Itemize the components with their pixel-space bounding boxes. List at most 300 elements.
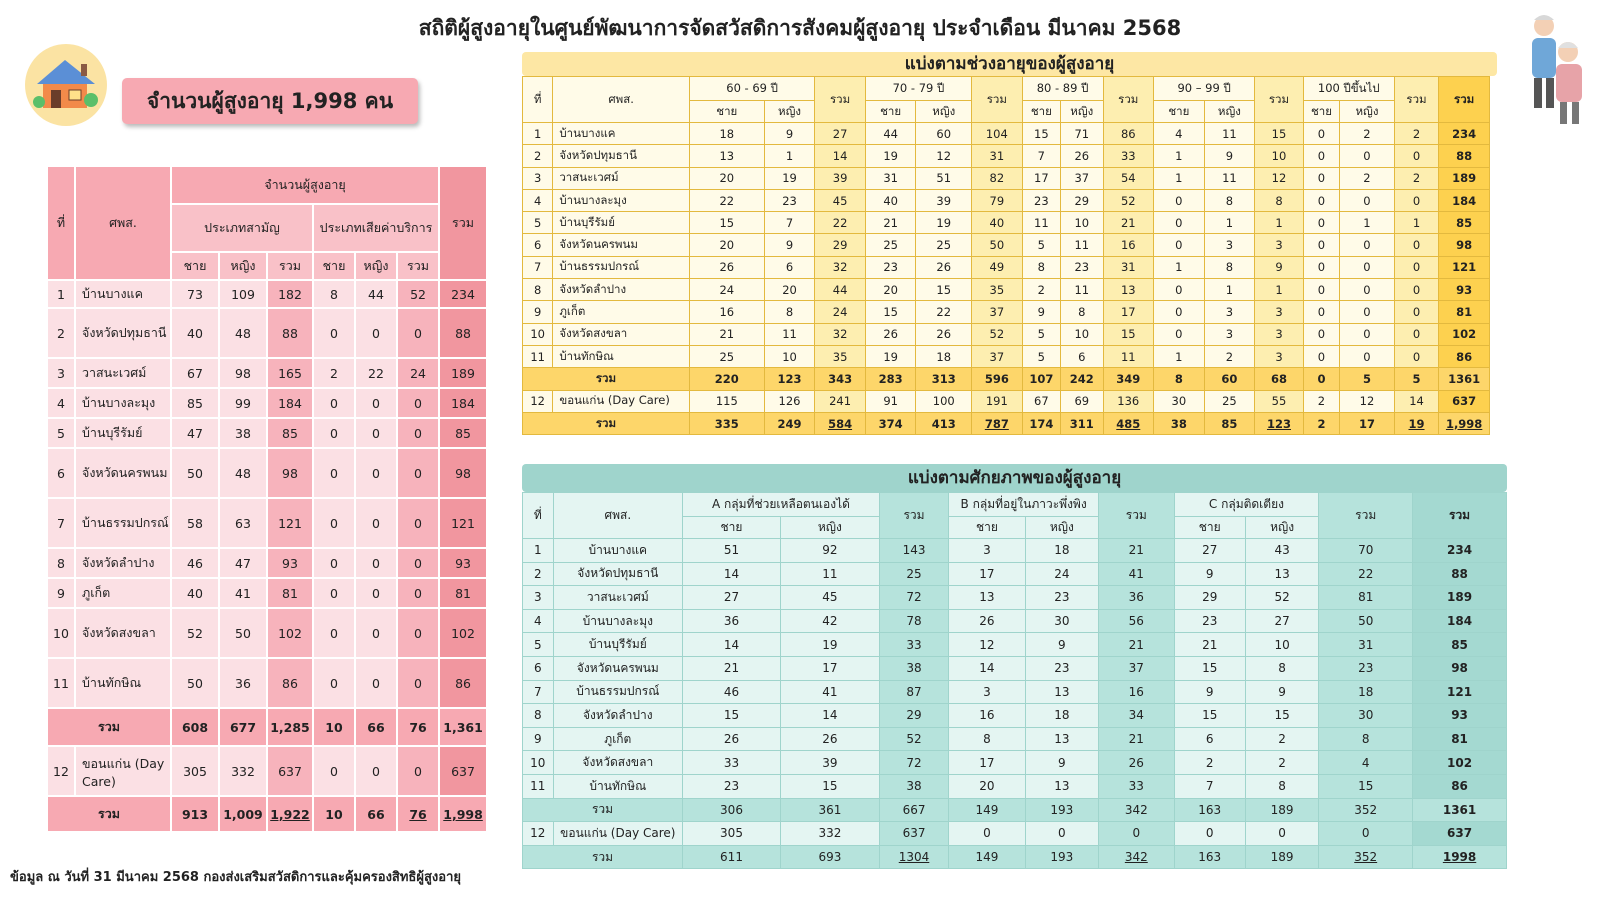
value-cell: 234	[439, 280, 487, 308]
value-cell: 43	[1245, 539, 1318, 563]
center-name: บ้านธรรมปกรณ์	[553, 256, 690, 278]
row-number: 4	[523, 189, 553, 211]
value-cell: 30	[1025, 609, 1098, 633]
value-cell: 342	[1099, 798, 1174, 822]
center-name: บ้านบางละมุง	[553, 609, 682, 633]
column-header-female: หญิง	[1204, 101, 1255, 123]
value-cell: 0	[1025, 822, 1098, 846]
table-row	[523, 656, 1507, 680]
value-cell: 76	[397, 796, 439, 832]
center-name: บ้านธรรมปกรณ์	[75, 498, 171, 548]
value-cell: 29	[1174, 586, 1245, 610]
value-cell: 9	[1255, 256, 1304, 278]
value-cell: 0	[355, 548, 397, 578]
value-cell: 0	[313, 658, 355, 708]
value-cell: 91	[865, 390, 916, 412]
value-cell: 0	[313, 746, 355, 796]
value-cell: 20	[689, 167, 764, 189]
value-cell: 36	[219, 658, 267, 708]
value-cell: 11	[764, 323, 815, 345]
column-group-header: 80 - 89 ปี	[1022, 77, 1103, 101]
value-cell: 11	[1204, 123, 1255, 145]
value-cell: 98	[219, 358, 267, 388]
value-cell: 0	[355, 578, 397, 608]
value-cell: 14	[780, 704, 879, 728]
value-cell: 22	[355, 358, 397, 388]
value-cell: 0	[1303, 189, 1339, 211]
table-row	[47, 388, 487, 418]
value-cell: 193	[1025, 798, 1098, 822]
value-cell: 3	[949, 680, 1025, 704]
total-row	[523, 798, 1507, 822]
value-cell: 182	[267, 280, 313, 308]
value-cell: 342	[1099, 845, 1174, 869]
value-cell: 17	[949, 562, 1025, 586]
value-cell: 11	[1022, 212, 1060, 234]
value-cell: 33	[1099, 774, 1174, 798]
value-cell: 9	[1204, 145, 1255, 167]
value-cell: 0	[1303, 323, 1339, 345]
value-cell: 60	[1204, 368, 1255, 390]
value-cell: 352	[1319, 845, 1413, 869]
center-name: บ้านบางแค	[553, 539, 682, 563]
value-cell: 30	[1319, 704, 1413, 728]
value-cell: 313	[916, 368, 972, 390]
value-cell: 8	[1245, 656, 1318, 680]
value-cell: 193	[1025, 845, 1098, 869]
total-row	[523, 412, 1490, 434]
value-cell: 15	[1319, 774, 1413, 798]
table-row	[523, 586, 1507, 610]
value-cell: 18	[689, 123, 764, 145]
value-cell: 52	[879, 727, 948, 751]
value-cell: 6	[764, 256, 815, 278]
value-cell: 76	[397, 708, 439, 746]
center-name: จังหวัดลำปาง	[553, 279, 690, 301]
value-cell: 104	[972, 123, 1023, 145]
value-cell: 584	[815, 412, 866, 434]
row-number: 7	[523, 256, 553, 278]
value-cell: 11	[780, 562, 879, 586]
value-cell: 0	[397, 418, 439, 448]
value-cell: 13	[1025, 774, 1098, 798]
value-cell: 31	[1103, 256, 1154, 278]
center-name: บ้านทักษิณ	[553, 774, 682, 798]
center-name: บ้านบางละมุง	[75, 388, 171, 418]
table-row	[47, 448, 487, 498]
value-cell: 26	[949, 609, 1025, 633]
row-number: 3	[47, 358, 75, 388]
row-number: 1	[523, 123, 553, 145]
value-cell: 283	[865, 368, 916, 390]
value-cell: 50	[219, 608, 267, 658]
total-cell: 88	[1413, 562, 1507, 586]
column-header-sum: รวม	[1255, 77, 1304, 123]
value-cell: 6	[1174, 727, 1245, 751]
value-cell: 27	[1245, 609, 1318, 633]
value-cell: 50	[1319, 609, 1413, 633]
value-cell: 52	[171, 608, 219, 658]
column-header-no: ที่	[47, 166, 75, 280]
value-cell: 40	[972, 212, 1023, 234]
value-cell: 2	[1022, 279, 1060, 301]
value-cell: 35	[972, 279, 1023, 301]
column-group-header: C กลุ่มติดเตียง	[1174, 493, 1319, 517]
column-header-male: ชาย	[865, 101, 916, 123]
value-cell: 81	[439, 578, 487, 608]
table-row	[47, 658, 487, 708]
value-cell: 107	[1022, 368, 1060, 390]
total-cell: 234	[1413, 539, 1507, 563]
column-header-female: หญิง	[1025, 517, 1098, 539]
column-header-female: หญิง	[219, 252, 267, 280]
center-name: จังหวัดลำปาง	[553, 704, 682, 728]
total-cell: 86	[1413, 774, 1507, 798]
center-name: ภูเก็ต	[553, 727, 682, 751]
value-cell: 37	[972, 345, 1023, 367]
value-cell: 0	[1303, 123, 1339, 145]
value-cell: 332	[780, 822, 879, 846]
value-cell: 0	[1394, 189, 1439, 211]
value-cell: 1	[764, 145, 815, 167]
value-cell: 1	[1204, 212, 1255, 234]
value-cell: 14	[683, 562, 781, 586]
value-cell: 51	[916, 167, 972, 189]
value-cell: 21	[1103, 212, 1154, 234]
value-cell: 67	[1022, 390, 1060, 412]
value-cell: 102	[439, 608, 487, 658]
value-cell: 0	[1340, 301, 1395, 323]
value-cell: 0	[1174, 822, 1245, 846]
value-cell: 0	[355, 608, 397, 658]
value-cell: 17	[1103, 301, 1154, 323]
value-cell: 21	[1099, 633, 1174, 657]
value-cell: 349	[1103, 368, 1154, 390]
value-cell: 12	[1340, 390, 1395, 412]
value-cell: 0	[355, 418, 397, 448]
value-cell: 0	[1154, 234, 1205, 256]
value-cell: 0	[313, 308, 355, 358]
value-cell: 0	[355, 746, 397, 796]
value-cell: 0	[355, 388, 397, 418]
page-title: สถิติผู้สูงอายุในศูนย์พัฒนาการจัดสวัสดิการสังคมผู้สูงอายุ ประจำเดือน มีนาคม 2568	[418, 16, 1182, 40]
value-cell: 31	[1319, 633, 1413, 657]
row-number: 7	[47, 498, 75, 548]
elderly-type-table	[46, 165, 488, 833]
value-cell: 13	[1103, 279, 1154, 301]
value-cell: 22	[815, 212, 866, 234]
total-cell: 88	[1439, 145, 1490, 167]
value-cell: 52	[397, 280, 439, 308]
value-cell: 16	[1099, 680, 1174, 704]
row-number: 7	[523, 680, 554, 704]
value-cell: 9	[764, 234, 815, 256]
value-cell: 52	[1245, 586, 1318, 610]
value-cell: 38	[879, 774, 948, 798]
value-cell: 17	[780, 656, 879, 680]
row-number: 2	[47, 308, 75, 358]
value-cell: 0	[949, 822, 1025, 846]
value-cell: 667	[879, 798, 948, 822]
row-number: 1	[47, 280, 75, 308]
value-cell: 39	[815, 167, 866, 189]
value-cell: 29	[1061, 189, 1103, 211]
value-cell: 677	[219, 708, 267, 746]
value-cell: 9	[1174, 562, 1245, 586]
value-cell: 17	[1022, 167, 1060, 189]
value-cell: 0	[1394, 234, 1439, 256]
age-range-table	[522, 76, 1490, 435]
value-cell: 149	[949, 798, 1025, 822]
total-cell: 184	[1413, 609, 1507, 633]
row-number: 6	[523, 234, 553, 256]
value-cell: 37	[1061, 167, 1103, 189]
value-cell: 88	[267, 308, 313, 358]
value-cell: 189	[1245, 798, 1318, 822]
value-cell: 0	[1340, 323, 1395, 345]
value-cell: 22	[689, 189, 764, 211]
value-cell: 0	[1340, 234, 1395, 256]
value-cell: 10	[1061, 323, 1103, 345]
value-cell: 7	[764, 212, 815, 234]
value-cell: 0	[1154, 189, 1205, 211]
value-cell: 7	[1022, 145, 1060, 167]
total-cell: 98	[1413, 656, 1507, 680]
total-cell: 81	[1413, 727, 1507, 751]
value-cell: 787	[972, 412, 1023, 434]
center-name: บ้านบางละมุง	[553, 189, 690, 211]
column-group-paid: ประเภทเสียค่าบริการ	[313, 204, 439, 252]
value-cell: 8	[949, 727, 1025, 751]
value-cell: 2	[1394, 123, 1439, 145]
center-name: จังหวัดปทุมธานี	[75, 308, 171, 358]
total-cell: 93	[1439, 279, 1490, 301]
value-cell: 8	[1319, 727, 1413, 751]
value-cell: 0	[397, 388, 439, 418]
row-label: รวม	[523, 798, 683, 822]
row-label: รวม	[47, 796, 171, 832]
value-cell: 3	[1255, 301, 1304, 323]
value-cell: 0	[1303, 301, 1339, 323]
value-cell: 33	[879, 633, 948, 657]
value-cell: 46	[683, 680, 781, 704]
value-cell: 15	[689, 212, 764, 234]
value-cell: 17	[949, 751, 1025, 775]
value-cell: 0	[1303, 234, 1339, 256]
value-cell: 0	[1394, 145, 1439, 167]
value-cell: 40	[171, 308, 219, 358]
value-cell: 126	[764, 390, 815, 412]
value-cell: 66	[355, 708, 397, 746]
table-row	[47, 578, 487, 608]
table-row	[523, 279, 1490, 301]
value-cell: 2	[1204, 345, 1255, 367]
value-cell: 184	[439, 388, 487, 418]
value-cell: 23	[1025, 656, 1098, 680]
value-cell: 42	[780, 609, 879, 633]
value-cell: 26	[916, 323, 972, 345]
value-cell: 10	[764, 345, 815, 367]
row-number: 9	[47, 578, 75, 608]
value-cell: 149	[949, 845, 1025, 869]
value-cell: 45	[815, 189, 866, 211]
column-header-sum: รวม	[1319, 493, 1413, 539]
value-cell: 14	[683, 633, 781, 657]
value-cell: 20	[865, 279, 916, 301]
table-row	[523, 562, 1507, 586]
value-cell: 39	[780, 751, 879, 775]
table-row	[523, 680, 1507, 704]
center-name: จังหวัดลำปาง	[75, 548, 171, 578]
value-cell: 47	[219, 548, 267, 578]
value-cell: 596	[972, 368, 1023, 390]
row-number: 4	[47, 388, 75, 418]
value-cell: 93	[267, 548, 313, 578]
value-cell: 8	[1204, 256, 1255, 278]
value-cell: 1304	[879, 845, 948, 869]
table-row	[47, 280, 487, 308]
value-cell: 44	[815, 279, 866, 301]
value-cell: 23	[1174, 609, 1245, 633]
center-name: จังหวัดนครพนม	[553, 234, 690, 256]
value-cell: 37	[1099, 656, 1174, 680]
table-row	[47, 608, 487, 658]
table-row	[523, 123, 1490, 145]
row-number: 1	[523, 539, 554, 563]
value-cell: 12	[916, 145, 972, 167]
value-cell: 2	[1245, 727, 1318, 751]
column-header-female: หญิง	[1340, 101, 1395, 123]
value-cell: 2	[1303, 412, 1339, 434]
value-cell: 52	[1103, 189, 1154, 211]
value-cell: 121	[439, 498, 487, 548]
value-cell: 10	[1255, 145, 1304, 167]
value-cell: 36	[683, 609, 781, 633]
row-number: 9	[523, 727, 554, 751]
value-cell: 21	[865, 212, 916, 234]
value-cell: 55	[1255, 390, 1304, 412]
value-cell: 19	[916, 212, 972, 234]
value-cell: 14	[1394, 390, 1439, 412]
table-row	[523, 301, 1490, 323]
value-cell: 21	[1174, 633, 1245, 657]
value-cell: 163	[1174, 845, 1245, 869]
total-row	[523, 822, 1507, 846]
total-cell: 1,998	[1439, 412, 1490, 434]
value-cell: 15	[865, 301, 916, 323]
value-cell: 21	[1099, 727, 1174, 751]
total-row	[523, 845, 1507, 869]
value-cell: 115	[689, 390, 764, 412]
total-row	[523, 368, 1490, 390]
value-cell: 11	[1061, 279, 1103, 301]
value-cell: 6	[1061, 345, 1103, 367]
value-cell: 81	[267, 578, 313, 608]
total-cell: 184	[1439, 189, 1490, 211]
value-cell: 10	[313, 796, 355, 832]
value-cell: 98	[439, 448, 487, 498]
value-cell: 2	[1394, 167, 1439, 189]
value-cell: 15	[916, 279, 972, 301]
value-cell: 85	[1204, 412, 1255, 434]
value-cell: 0	[355, 308, 397, 358]
value-cell: 0	[1303, 368, 1339, 390]
table-row	[523, 774, 1507, 798]
value-cell: 0	[355, 448, 397, 498]
value-cell: 31	[972, 145, 1023, 167]
column-header-no: ที่	[523, 77, 553, 123]
value-cell: 86	[439, 658, 487, 708]
value-cell: 13	[1245, 562, 1318, 586]
capability-table-banner: แบ่งตามศักยภาพของผู้สูงอายุ	[522, 464, 1507, 492]
value-cell: 52	[972, 323, 1023, 345]
row-number: 5	[523, 212, 553, 234]
value-cell: 9	[764, 123, 815, 145]
value-cell: 27	[815, 123, 866, 145]
value-cell: 54	[1103, 167, 1154, 189]
column-header-sum: รวม	[267, 252, 313, 280]
value-cell: 0	[1154, 212, 1205, 234]
value-cell: 913	[171, 796, 219, 832]
value-cell: 40	[171, 578, 219, 608]
value-cell: 100	[916, 390, 972, 412]
row-number: 11	[523, 774, 554, 798]
column-header-sum: รวม	[1103, 77, 1154, 123]
column-header-center: ศพส.	[553, 493, 682, 539]
row-number: 12	[523, 390, 553, 412]
value-cell: 3	[1255, 323, 1304, 345]
column-group-header: A กลุ่มที่ช่วยเหลือตนเองได้	[683, 493, 880, 517]
value-cell: 19	[865, 145, 916, 167]
total-cell: 85	[1439, 212, 1490, 234]
table-row	[523, 704, 1507, 728]
value-cell: 50	[171, 448, 219, 498]
table-row	[47, 746, 487, 796]
value-cell: 11	[1103, 345, 1154, 367]
value-cell: 1,361	[439, 708, 487, 746]
age-table-banner: แบ่งตามช่วงอายุของผู้สูงอายุ	[522, 52, 1497, 76]
value-cell: 41	[1099, 562, 1174, 586]
table-row	[523, 234, 1490, 256]
value-cell: 4	[1319, 751, 1413, 775]
value-cell: 165	[267, 358, 313, 388]
total-cell: 234	[1439, 123, 1490, 145]
value-cell: 98	[267, 448, 313, 498]
value-cell: 50	[972, 234, 1023, 256]
value-cell: 85	[439, 418, 487, 448]
center-name: บ้านทักษิณ	[553, 345, 690, 367]
value-cell: 305	[171, 746, 219, 796]
elderly-couple-icon	[1522, 12, 1592, 127]
value-cell: 693	[780, 845, 879, 869]
value-cell: 18	[1025, 539, 1098, 563]
value-cell: 0	[397, 658, 439, 708]
value-cell: 12	[949, 633, 1025, 657]
value-cell: 352	[1319, 798, 1413, 822]
value-cell: 24	[1025, 562, 1098, 586]
value-cell: 8	[1061, 301, 1103, 323]
value-cell: 92	[780, 539, 879, 563]
value-cell: 10	[313, 708, 355, 746]
value-cell: 10	[1061, 212, 1103, 234]
center-name: ขอนแก่น (Day Care)	[553, 390, 690, 412]
value-cell: 78	[879, 609, 948, 633]
column-header-male: ชาย	[683, 517, 781, 539]
value-cell: 0	[1394, 323, 1439, 345]
value-cell: 2	[1174, 751, 1245, 775]
value-cell: 0	[313, 418, 355, 448]
column-header-male: ชาย	[689, 101, 764, 123]
